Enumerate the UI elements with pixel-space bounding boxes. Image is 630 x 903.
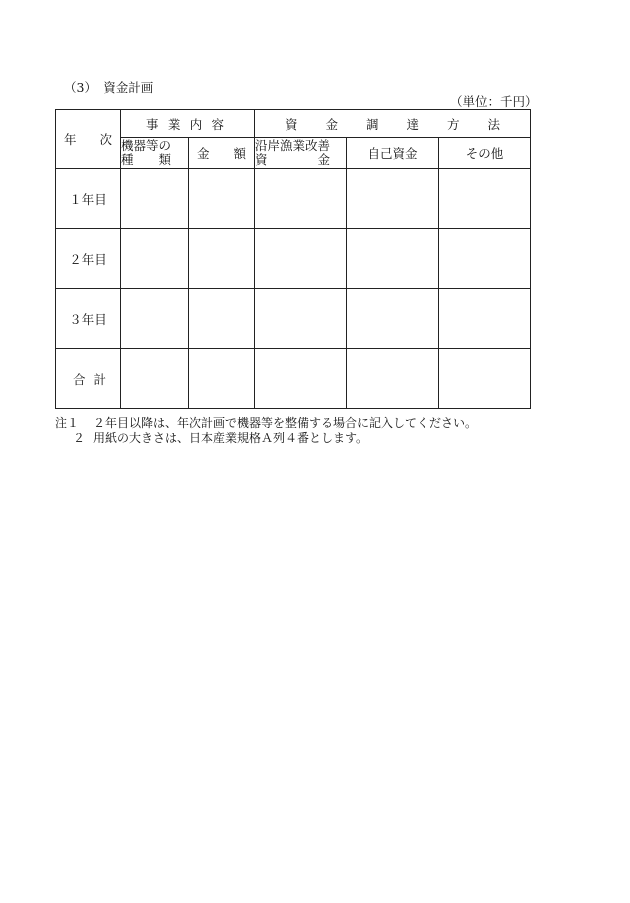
amount-cell[interactable] [189, 289, 255, 349]
amount-header-char-1: 金 [197, 146, 210, 161]
other-cell[interactable] [439, 229, 531, 289]
coastal-fund-cell[interactable] [255, 169, 347, 229]
year-label: ２年目 [56, 229, 121, 289]
business-content-header [121, 110, 255, 138]
year-header-char-2: 次 [99, 132, 112, 147]
funding-header-char-2: 金 [325, 116, 339, 132]
other-cell[interactable] [439, 169, 531, 229]
total-row [56, 349, 531, 409]
total-label-char-2: 計 [93, 371, 106, 387]
other-total-cell[interactable] [439, 349, 531, 409]
own-funds-cell[interactable] [347, 289, 439, 349]
equipment-header-line-2: 種 類 [121, 152, 172, 167]
funding-header-char-6: 法 [487, 116, 501, 132]
unit-label: （単位：千円） [450, 94, 538, 109]
notes [55, 416, 477, 446]
coastal-fund-cell[interactable] [255, 289, 347, 349]
funding-header-char-5: 方 [447, 116, 460, 132]
note-2 [55, 431, 477, 446]
business-header-char-4: 容 [211, 116, 224, 132]
note-2-label: ２ [73, 431, 86, 445]
note-1-label: 注１ [55, 416, 80, 430]
table-row [56, 289, 531, 349]
equipment-type-cell[interactable] [121, 289, 189, 349]
year-label: ３年目 [56, 289, 121, 349]
business-header-char-2: 業 [167, 116, 181, 132]
section-title: （3） 資金計画 [64, 80, 154, 95]
own-funds-cell[interactable] [347, 229, 439, 289]
note-1 [55, 416, 477, 431]
equipment-type-total-cell[interactable] [121, 349, 189, 409]
own-funds-cell[interactable] [347, 169, 439, 229]
business-header-char-1: 事 [146, 116, 159, 132]
other-header: その他 [439, 138, 531, 169]
total-label-cell [56, 349, 121, 409]
note-1-text: ２年目以降は、年次計画で機器等を整備する場合に記入してください。 [93, 416, 478, 430]
note-2-text: 用紙の大きさは、日本産業規格Ａ列４番とします。 [93, 431, 369, 445]
own-funds-total-cell[interactable] [347, 349, 439, 409]
equipment-type-header [121, 138, 189, 169]
header-row-1 [56, 110, 531, 138]
coastal-header-line-1: 沿岸漁業改善 [255, 138, 331, 153]
coastal-fund-cell[interactable] [255, 229, 347, 289]
year-label: １年目 [56, 169, 121, 229]
table-row [56, 229, 531, 289]
header-row-2 [56, 138, 531, 169]
equipment-type-cell[interactable] [121, 169, 189, 229]
table-row [56, 169, 531, 229]
funding-header-char-3: 調 [366, 116, 379, 132]
total-label-char-1: 合 [73, 371, 86, 387]
amount-total-cell[interactable] [189, 349, 255, 409]
funding-header-char-4: 達 [406, 116, 420, 132]
other-cell[interactable] [439, 289, 531, 349]
coastal-fund-header [255, 138, 347, 169]
own-funds-header: 自己資金 [347, 138, 439, 169]
equipment-type-cell[interactable] [121, 229, 189, 289]
funding-plan-table [55, 109, 531, 409]
amount-cell[interactable] [189, 169, 255, 229]
business-header-char-3: 内 [189, 116, 203, 132]
amount-cell[interactable] [189, 229, 255, 289]
coastal-header-line-2: 資 金 [255, 152, 331, 167]
funding-method-header [255, 110, 531, 138]
equipment-header-line-1: 機器等の [121, 138, 172, 153]
year-header-char-1: 年 [64, 132, 77, 147]
year-header-cell [56, 110, 121, 169]
funding-header-char-1: 資 [285, 116, 298, 132]
coastal-fund-total-cell[interactable] [255, 349, 347, 409]
amount-header [189, 138, 255, 169]
amount-header-char-2: 額 [233, 146, 246, 161]
